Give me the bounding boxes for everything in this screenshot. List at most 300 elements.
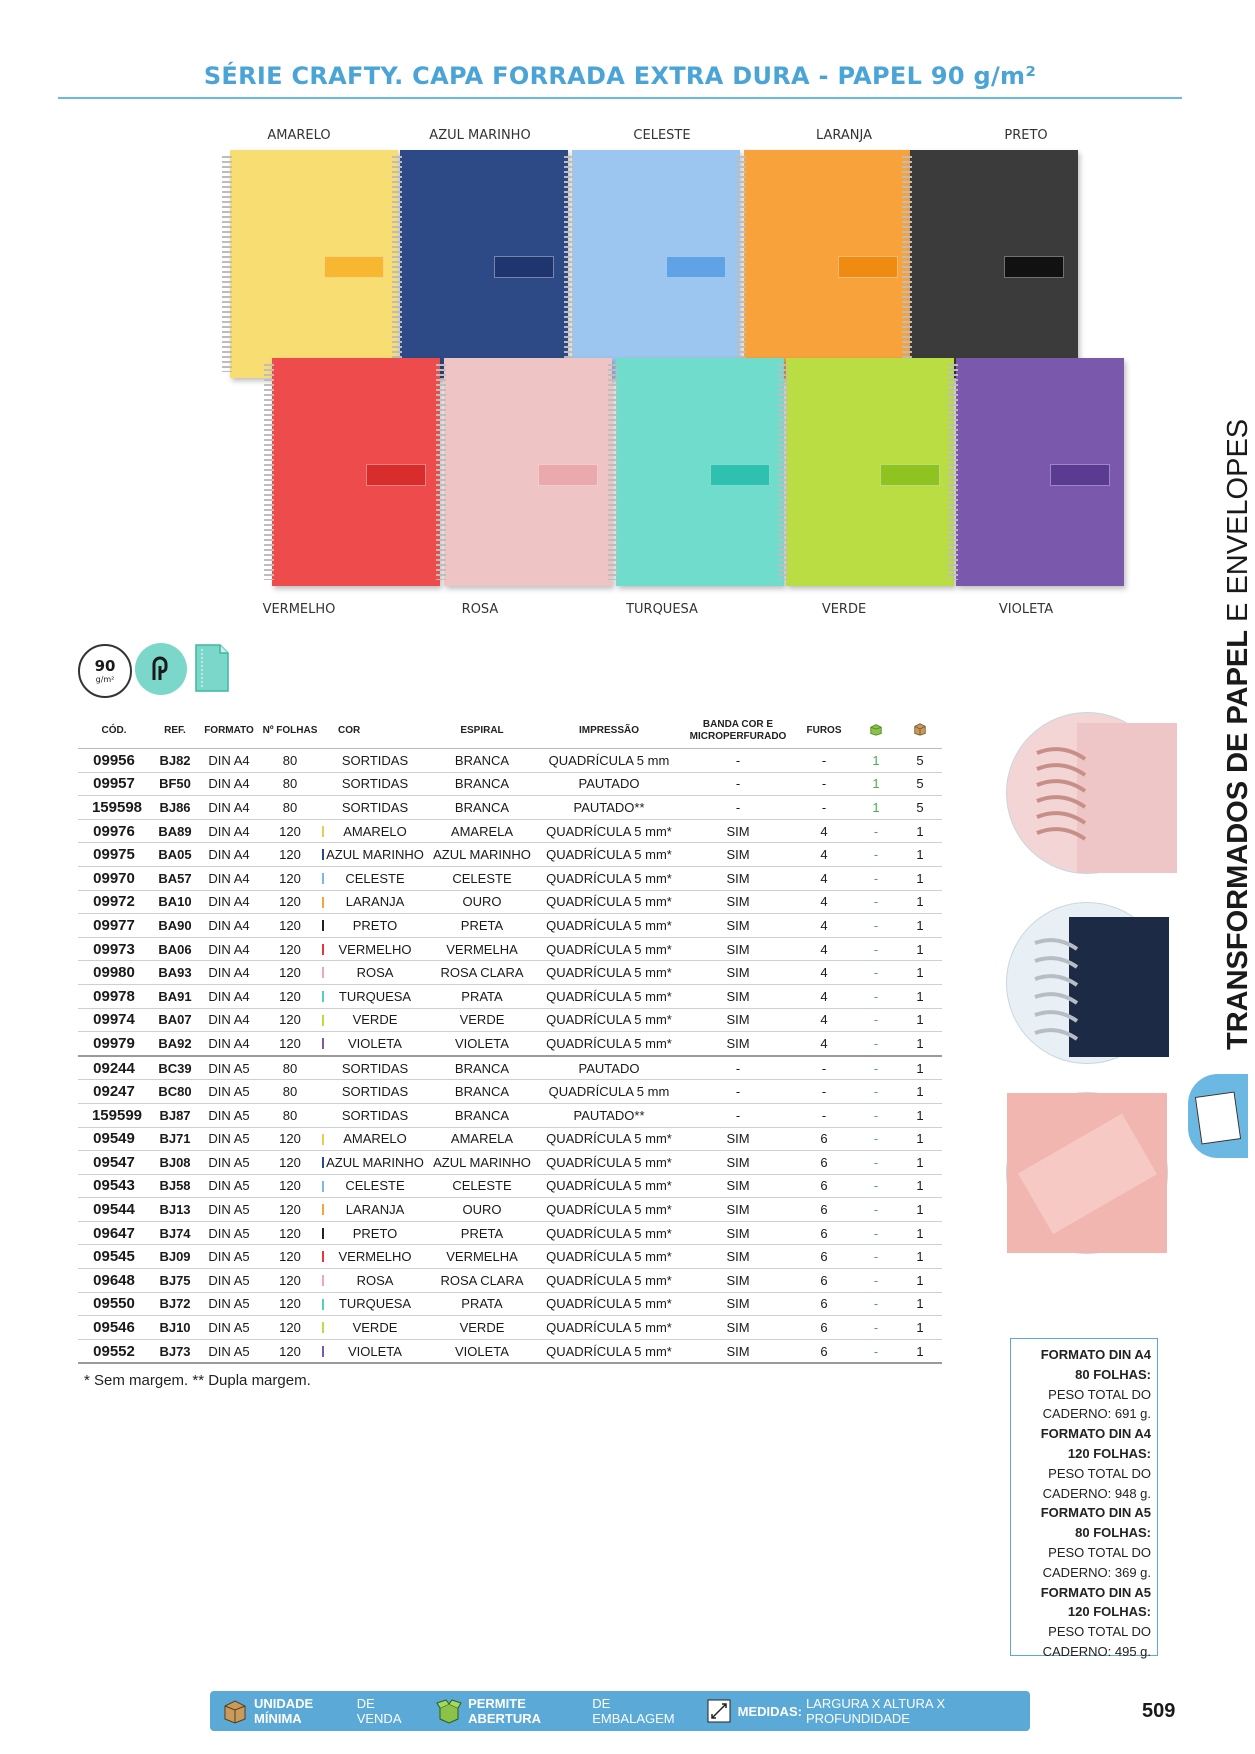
cell-folhas: 120 — [258, 914, 322, 938]
table-row — [78, 1292, 942, 1316]
cell-cor-text: AZUL MARINHO — [326, 847, 424, 863]
cell-impressao: QUADRÍCULA 5 mm* — [536, 1174, 682, 1198]
color-swatch — [322, 1228, 324, 1239]
table-row — [78, 984, 942, 1008]
cell-furos: 6 — [794, 1151, 854, 1175]
cell-banda: SIM — [682, 866, 794, 890]
cell-cod: 09980 — [78, 961, 150, 985]
cell-folhas: 120 — [258, 843, 322, 867]
cell-box-qty: 1 — [898, 1339, 942, 1363]
cell-cor-text: AMARELO — [343, 823, 407, 839]
cell-furos: 4 — [794, 914, 854, 938]
weights-line: PESO TOTAL DO — [1048, 1465, 1151, 1481]
cell-cor — [322, 866, 428, 890]
cell-impressao: QUADRÍCULA 5 mm* — [536, 914, 682, 938]
cell-banda: SIM — [682, 937, 794, 961]
cell-impressao: QUADRÍCULA 5 mm* — [536, 1316, 682, 1340]
cell-ref: BA05 — [150, 843, 200, 867]
legend-open-package-bold: PERMITE ABERTURA — [468, 1696, 542, 1726]
cell-cor-text: AMARELO — [343, 1131, 407, 1147]
cell-cod: 09976 — [78, 819, 150, 843]
cell-cor — [322, 1174, 428, 1198]
cell-impressao: QUADRÍCULA 5 mm* — [536, 1221, 682, 1245]
cell-cor-text: SORTIDAS — [341, 799, 409, 815]
cell-espiral: ROSA CLARA — [428, 1269, 536, 1293]
cell-ref: BJ13 — [150, 1198, 200, 1222]
cell-impressao: QUADRÍCULA 5 mm* — [536, 866, 682, 890]
page-number: 509 — [1142, 1700, 1176, 1722]
cell-espiral: VERDE — [428, 1008, 536, 1032]
cell-formato: DIN A4 — [200, 1008, 258, 1032]
cell-cor — [322, 1056, 428, 1080]
cell-cor — [322, 1292, 428, 1316]
table-row — [78, 819, 942, 843]
cell-box-qty: 1 — [898, 937, 942, 961]
cell-banda: SIM — [682, 819, 794, 843]
cell-furos: - — [794, 749, 854, 773]
table-row — [78, 1103, 942, 1127]
cell-ref: BC39 — [150, 1056, 200, 1080]
color-label-turquesa: TURQUESA — [626, 602, 698, 617]
cell-espiral: VERDE — [428, 1316, 536, 1340]
cell-espiral: AZUL MARINHO — [428, 843, 536, 867]
cell-ref: BC80 — [150, 1080, 200, 1104]
cell-ref: BA10 — [150, 890, 200, 914]
cell-banda: SIM — [682, 1127, 794, 1151]
cell-espiral: BRANCA — [428, 772, 536, 796]
table-row — [78, 1339, 942, 1363]
cell-open-package-qty: - — [854, 937, 898, 961]
cell-folhas: 120 — [258, 984, 322, 1008]
section-tab — [1188, 1074, 1248, 1158]
cell-furos: 4 — [794, 843, 854, 867]
cell-espiral: OURO — [428, 890, 536, 914]
cell-banda: SIM — [682, 1339, 794, 1363]
cell-cod: 09647 — [78, 1221, 150, 1245]
cell-espiral: CELESTE — [428, 1174, 536, 1198]
cell-banda: SIM — [682, 914, 794, 938]
cell-impressao: QUADRÍCULA 5 mm* — [536, 1151, 682, 1175]
cell-furos: 4 — [794, 866, 854, 890]
cell-box-qty: 1 — [898, 914, 942, 938]
cell-espiral: PRETA — [428, 1221, 536, 1245]
weights-line: PESO TOTAL DO — [1048, 1386, 1151, 1402]
notebook-rosa — [444, 358, 612, 586]
cell-espiral: OURO — [428, 1198, 536, 1222]
cell-ref: BJ82 — [150, 749, 200, 773]
cell-folhas: 80 — [258, 796, 322, 820]
color-label-rosa: ROSA — [461, 602, 499, 617]
weights-line: FORMATO DIN A4 — [1040, 1347, 1151, 1362]
cell-cod: 09977 — [78, 914, 150, 938]
cell-open-package-qty: - — [854, 961, 898, 985]
cell-espiral: CELESTE — [428, 866, 536, 890]
cell-banda: - — [682, 1103, 794, 1127]
cell-formato: DIN A5 — [200, 1316, 258, 1340]
cell-ref: BA06 — [150, 937, 200, 961]
cell-espiral: AMARELA — [428, 1127, 536, 1151]
cell-impressao: QUADRÍCULA 5 mm* — [536, 1245, 682, 1269]
cell-open-package-qty: - — [854, 890, 898, 914]
cell-open-package-qty: - — [854, 1080, 898, 1104]
cell-banda: SIM — [682, 1032, 794, 1056]
cell-box-qty: 1 — [898, 1292, 942, 1316]
weights-line: PESO TOTAL DO — [1048, 1544, 1151, 1560]
header-open-package-icon — [854, 714, 898, 749]
cell-cor-text: ROSA — [356, 1272, 394, 1288]
cell-cor — [322, 796, 428, 820]
cell-box-qty: 1 — [898, 890, 942, 914]
cell-ref: BA89 — [150, 819, 200, 843]
cell-open-package-qty: - — [854, 1103, 898, 1127]
cell-ref: BJ73 — [150, 1339, 200, 1363]
cell-cod: 09973 — [78, 937, 150, 961]
cell-ref: BJ10 — [150, 1316, 200, 1340]
cell-cor-text: PRETO — [352, 1225, 398, 1241]
table-row — [78, 1245, 942, 1269]
header-folhas: Nº FOLHAS — [258, 714, 322, 749]
header-cor: COR — [322, 714, 428, 749]
cell-cod: 159598 — [78, 796, 150, 820]
cell-cod: 09957 — [78, 772, 150, 796]
cell-cor-text: CELESTE — [345, 870, 405, 886]
cell-cod: 09545 — [78, 1245, 150, 1269]
cell-formato: DIN A4 — [200, 1032, 258, 1056]
cell-cor — [322, 984, 428, 1008]
legend-minimum-unit-bold: UNIDADE MÍNIMA — [254, 1696, 314, 1726]
cell-impressao: PAUTADO** — [536, 1103, 682, 1127]
cell-cor-text: VERDE — [352, 1012, 398, 1028]
cell-espiral: BRANCA — [428, 796, 536, 820]
table-row — [78, 772, 942, 796]
cell-box-qty: 1 — [898, 1103, 942, 1127]
table-row — [78, 914, 942, 938]
legend-bar — [210, 1691, 1030, 1731]
cell-open-package-qty: - — [854, 843, 898, 867]
cell-banda: SIM — [682, 1198, 794, 1222]
color-swatch — [322, 1157, 324, 1168]
cell-folhas: 120 — [258, 1269, 322, 1293]
cell-banda: SIM — [682, 1008, 794, 1032]
cell-open-package-qty: - — [854, 984, 898, 1008]
header-banda — [682, 714, 794, 749]
notebook-preto — [910, 150, 1078, 378]
cell-cod: 09648 — [78, 1269, 150, 1293]
cell-impressao: QUADRÍCULA 5 mm* — [536, 1008, 682, 1032]
cell-folhas: 120 — [258, 866, 322, 890]
cell-folhas: 80 — [258, 749, 322, 773]
cell-banda: SIM — [682, 843, 794, 867]
table-row — [78, 1127, 942, 1151]
table-row — [78, 1198, 942, 1222]
cell-folhas: 120 — [258, 1151, 322, 1175]
cell-folhas: 120 — [258, 1174, 322, 1198]
cell-open-package-qty: - — [854, 819, 898, 843]
cell-ref: BF50 — [150, 772, 200, 796]
cell-folhas: 120 — [258, 1316, 322, 1340]
color-swatch — [322, 849, 324, 860]
cell-furos: 6 — [794, 1198, 854, 1222]
page-title: SÉRIE CRAFTY. CAPA FORRADA EXTRA DURA - PAPEL 90 g/m² — [203, 62, 1037, 90]
detail-cover-logo — [1006, 1092, 1168, 1254]
cell-ref: BJ75 — [150, 1269, 200, 1293]
notebook-thumbnail-icon — [1195, 1091, 1241, 1144]
color-swatch — [322, 1299, 324, 1310]
color-swatch — [322, 1275, 324, 1286]
cell-ref: BA93 — [150, 961, 200, 985]
cell-espiral: BRANCA — [428, 1056, 536, 1080]
header-banda-line1: BANDA COR E — [702, 718, 774, 730]
table-header-row — [78, 714, 942, 749]
cell-formato: DIN A4 — [200, 914, 258, 938]
cell-furos: 4 — [794, 984, 854, 1008]
cell-ref: BJ72 — [150, 1292, 200, 1316]
table-row — [78, 1174, 942, 1198]
cell-furos: 6 — [794, 1245, 854, 1269]
cell-cor-text: VERMELHO — [338, 1249, 412, 1265]
cell-impressao: QUADRÍCULA 5 mm* — [536, 1127, 682, 1151]
table-row — [78, 866, 942, 890]
cell-formato: DIN A4 — [200, 796, 258, 820]
cell-banda: - — [682, 749, 794, 773]
cell-impressao: QUADRÍCULA 5 mm* — [536, 1198, 682, 1222]
title-rule — [58, 97, 1182, 99]
header-ref: REF. — [150, 714, 200, 749]
measure-icon — [706, 1698, 732, 1724]
color-swatch — [322, 991, 324, 1002]
color-swatch — [322, 873, 324, 884]
cell-impressao: PAUTADO — [536, 1056, 682, 1080]
cell-formato: DIN A4 — [200, 819, 258, 843]
cell-ref: BJ58 — [150, 1174, 200, 1198]
cell-cod: 09978 — [78, 984, 150, 1008]
color-swatch — [322, 1038, 324, 1049]
table-row — [78, 1316, 942, 1340]
cell-cor-text: TURQUESA — [338, 988, 412, 1004]
cell-folhas: 120 — [258, 937, 322, 961]
color-label-vermelho: VERMELHO — [262, 602, 336, 617]
cell-impressao: QUADRÍCULA 5 mm* — [536, 937, 682, 961]
cell-folhas: 120 — [258, 819, 322, 843]
cell-cor-text: VIOLETA — [348, 1035, 402, 1051]
cell-formato: DIN A4 — [200, 866, 258, 890]
cell-box-qty: 5 — [898, 749, 942, 773]
cell-espiral: AMARELA — [428, 819, 536, 843]
cell-banda: - — [682, 772, 794, 796]
notebook-azul-marinho — [400, 150, 568, 378]
color-label-verde: VERDE — [821, 602, 867, 617]
cell-cor-text: AZUL MARINHO — [326, 1154, 424, 1170]
cell-open-package-qty: - — [854, 1151, 898, 1175]
notebook-laranja — [744, 150, 912, 378]
cell-formato: DIN A4 — [200, 984, 258, 1008]
microperforated-sheet-icon — [194, 643, 230, 693]
cell-box-qty: 1 — [898, 1174, 942, 1198]
cell-impressao: QUADRÍCULA 5 mm* — [536, 984, 682, 1008]
cell-furos: 4 — [794, 890, 854, 914]
cell-cod: 09544 — [78, 1198, 150, 1222]
cell-cod: 09247 — [78, 1080, 150, 1104]
cell-furos: 4 — [794, 961, 854, 985]
color-swatch — [322, 967, 324, 978]
cell-espiral: ROSA CLARA — [428, 961, 536, 985]
grammage-value: 90 — [94, 656, 116, 675]
cell-furos: 6 — [794, 1269, 854, 1293]
cell-cod: 09547 — [78, 1151, 150, 1175]
cell-cod: 09974 — [78, 1008, 150, 1032]
notebook-violeta — [956, 358, 1124, 586]
cell-furos: 6 — [794, 1127, 854, 1151]
cell-formato: DIN A5 — [200, 1198, 258, 1222]
cell-cor — [322, 1198, 428, 1222]
cell-cod: 09552 — [78, 1339, 150, 1363]
cell-box-qty: 1 — [898, 1316, 942, 1340]
cell-formato: DIN A5 — [200, 1056, 258, 1080]
notebook-verde — [786, 358, 954, 586]
cell-impressao: QUADRÍCULA 5 mm* — [536, 1339, 682, 1363]
cell-box-qty: 1 — [898, 1269, 942, 1293]
cell-cod: 09543 — [78, 1174, 150, 1198]
cell-banda: SIM — [682, 1292, 794, 1316]
cell-open-package-qty: - — [854, 1032, 898, 1056]
legend-minimum-unit-rest: DE VENDA — [356, 1696, 402, 1726]
cell-furos: - — [794, 1056, 854, 1080]
table-row — [78, 937, 942, 961]
weights-line: CADERNO: 948 g. — [1042, 1485, 1151, 1501]
cell-cor — [322, 1339, 428, 1363]
cell-banda: SIM — [682, 961, 794, 985]
section-title — [1222, 419, 1255, 1050]
cell-open-package-qty: - — [854, 1056, 898, 1080]
cell-espiral: VERMELHA — [428, 1245, 536, 1269]
cell-cor-text: SORTIDAS — [341, 1084, 409, 1100]
color-swatch — [322, 897, 324, 908]
cell-box-qty: 1 — [898, 1151, 942, 1175]
box-icon — [222, 1698, 248, 1724]
cell-cor-text: PRETO — [352, 917, 398, 933]
cell-open-package-qty: - — [854, 1269, 898, 1293]
cell-folhas: 120 — [258, 1008, 322, 1032]
table-row — [78, 1221, 942, 1245]
weights-box — [1010, 1338, 1158, 1659]
cell-folhas: 120 — [258, 890, 322, 914]
header-formato: FORMATO — [200, 714, 258, 749]
cell-formato: DIN A4 — [200, 843, 258, 867]
cell-box-qty: 1 — [898, 1221, 942, 1245]
cell-cor-text: SORTIDAS — [341, 1060, 409, 1076]
cell-formato: DIN A4 — [200, 772, 258, 796]
cell-banda: SIM — [682, 1151, 794, 1175]
cell-box-qty: 5 — [898, 772, 942, 796]
cell-furos: - — [794, 796, 854, 820]
cell-cor — [322, 890, 428, 914]
cell-ref: BJ71 — [150, 1127, 200, 1151]
cell-cor — [322, 961, 428, 985]
cell-formato: DIN A4 — [200, 961, 258, 985]
cell-cor-text: VERDE — [352, 1320, 398, 1336]
cell-ref: BJ09 — [150, 1245, 200, 1269]
legend-measures-bold: MEDIDAS: — [737, 1703, 802, 1719]
cell-cor — [322, 1127, 428, 1151]
cell-open-package-qty: - — [854, 1008, 898, 1032]
cell-folhas: 80 — [258, 772, 322, 796]
cell-box-qty: 1 — [898, 984, 942, 1008]
cell-furos: - — [794, 1080, 854, 1104]
legend-open-package — [436, 1696, 686, 1726]
color-swatch — [322, 1181, 324, 1192]
cell-impressao: PAUTADO** — [536, 796, 682, 820]
cell-formato: DIN A4 — [200, 749, 258, 773]
cell-cod: 09975 — [78, 843, 150, 867]
color-swatch — [322, 826, 324, 837]
detail-spiral-navy — [1006, 902, 1168, 1064]
cell-ref: BJ87 — [150, 1103, 200, 1127]
cell-folhas: 120 — [258, 961, 322, 985]
cell-folhas: 120 — [258, 1032, 322, 1056]
cell-cor — [322, 1151, 428, 1175]
cell-banda: - — [682, 1056, 794, 1080]
cell-cor — [322, 937, 428, 961]
header-espiral: ESPIRAL — [428, 714, 536, 749]
cell-formato: DIN A5 — [200, 1127, 258, 1151]
footnote: * Sem margem. ** Dupla margem. — [84, 1372, 311, 1389]
cell-furos: 6 — [794, 1221, 854, 1245]
grammage-badge — [78, 644, 132, 698]
color-label-preto: PRETO — [1004, 128, 1048, 143]
table-row — [78, 1080, 942, 1104]
legend-measures — [706, 1696, 1022, 1726]
cell-formato: DIN A4 — [200, 937, 258, 961]
cell-furos: 6 — [794, 1339, 854, 1363]
cell-box-qty: 1 — [898, 843, 942, 867]
cell-box-qty: 5 — [898, 796, 942, 820]
cell-impressao: QUADRÍCULA 5 mm* — [536, 1269, 682, 1293]
cell-ref: BJ86 — [150, 796, 200, 820]
cell-espiral: PRATA — [428, 984, 536, 1008]
cell-espiral: VERMELHA — [428, 937, 536, 961]
cell-cor-text: SORTIDAS — [341, 776, 409, 792]
cell-furos: - — [794, 1103, 854, 1127]
cell-open-package-qty: 1 — [854, 772, 898, 796]
cell-box-qty: 1 — [898, 1056, 942, 1080]
cell-open-package-qty: - — [854, 1245, 898, 1269]
cell-cod: 09549 — [78, 1127, 150, 1151]
cell-furos: 4 — [794, 937, 854, 961]
weights-line: FORMATO DIN A4 — [1040, 1426, 1151, 1442]
cell-cod: 09546 — [78, 1316, 150, 1340]
cell-formato: DIN A5 — [200, 1221, 258, 1245]
notebook-turquesa — [616, 358, 784, 586]
table-row — [78, 1151, 942, 1175]
color-swatch — [322, 1251, 324, 1262]
cell-impressao: QUADRÍCULA 5 mm* — [536, 843, 682, 867]
cell-formato: DIN A5 — [200, 1103, 258, 1127]
cell-banda: SIM — [682, 890, 794, 914]
section-title-light: E ENVELOPES — [1222, 418, 1254, 631]
cell-cod: 09972 — [78, 890, 150, 914]
cell-ref: BJ74 — [150, 1221, 200, 1245]
cell-impressao: QUADRÍCULA 5 mm* — [536, 819, 682, 843]
weights-line: FORMATO DIN A5 — [1040, 1584, 1151, 1600]
cell-cod: 09979 — [78, 1032, 150, 1056]
cell-ref: BA07 — [150, 1008, 200, 1032]
weights-line: FORMATO DIN A5 — [1040, 1505, 1151, 1521]
weights-line: 80 FOLHAS: — [1075, 1525, 1151, 1541]
cell-open-package-qty: - — [854, 1339, 898, 1363]
cell-formato: DIN A5 — [200, 1245, 258, 1269]
cell-formato: DIN A5 — [200, 1080, 258, 1104]
cell-banda: - — [682, 1080, 794, 1104]
